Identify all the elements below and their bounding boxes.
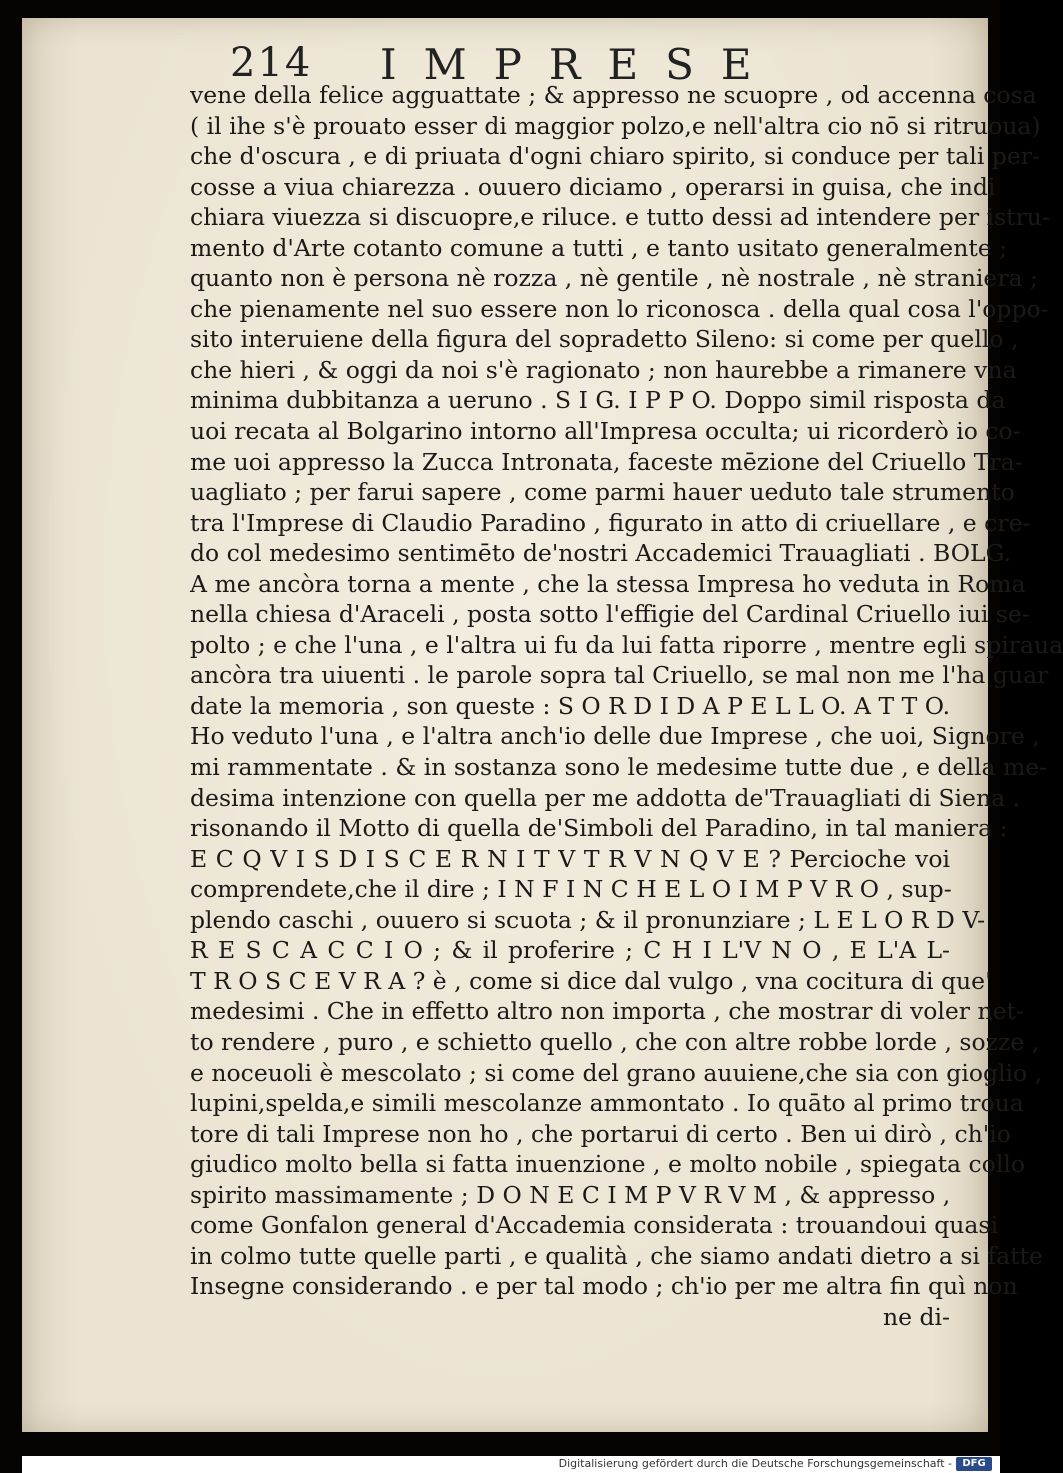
text-line: medesimi . Che in effetto altro non importa , che mostrar di voler net- [190,997,1024,1026]
text-line: chiara viuezza si discuopre,e riluce. e tutto dessi ad intendere per istru- [190,203,1050,232]
text-line: minima dubbitanza a ueruno . S I G. I P P O. Doppo simil risposta da [190,386,1006,415]
text-line: T R O S C E V R A ? è , come si dice dal vulgo , vna cocitura di que' [190,966,992,995]
text-line: Insegne considerando . e per tal modo ; ch'io per me altra fin quì non [190,1272,1018,1301]
text-line: tore di tali Imprese non ho , che portarui di certo . Ben ui dirò , ch'io [190,1119,1011,1148]
text-line: nella chiesa d'Araceli , posta sotto l'effigie del Cardinal Criuello iui se- [190,600,1030,629]
running-head: IMPRESE [380,40,779,89]
body-text [190,80,1063,1332]
text-line: in colmo tutte quelle parti , e qualità , che siamo andati dietro a si fatte [190,1241,1043,1270]
text-line: lupini,spelda,e simili mescolanze ammontato . Io quāto al primo troua [190,1089,1024,1118]
text-line: cosse a viua chiarezza . ouuero diciamo , operarsi in guisa, che indi [190,172,996,201]
text-line: date la memoria , son queste : S O R D I D A P E L L O. A T T O. [190,691,951,720]
text-line: uoi recata al Bolgarino intorno all'Impresa occulta; ui ricorderò io co- [190,417,1021,446]
text-line: comprendete,che il dire ; I N F I N C H E L O I M P V R O , sup- [190,875,952,904]
text-line: polto ; e che l'una , e l'altra ui fu da lui fatta riporre , mentre egli spiraua [190,630,1063,659]
text-line: risonando il Motto di quella de'Simboli del Paradino, in tal maniera : [190,814,1008,843]
text-line: to rendere , puro , e schietto quello , che con altre robbe lorde , sozze , [190,1027,1040,1056]
footer-bar [22,1456,1000,1473]
text-line: sito interuiene della figura del sopradetto Sileno: si come per quello , [190,325,1019,354]
text-line: ( il ihe s'è prouato esser di maggior polzo,e nell'altra cio nō si ritruoua) [190,111,1041,140]
text-line: mi rammentate . & in sostanza sono le medesime tutte due , e della me- [190,753,1048,782]
text-line: quanto non è persona nè rozza , nè gentile , nè nostrale , nè straniera ; [190,264,1038,293]
text-line: che pienamente nel suo essere non lo riconosca . della qual cosa l'oppo- [190,294,1049,323]
text-line: desima intenzione con quella per me addotta de'Trauagliati di Siena . [190,783,1021,812]
text-line: che d'oscura , e di priuata d'ogni chiaro spirito, si conduce per tali per- [190,142,1040,171]
text-line: spirito massimamente ; D O N E C I M P V R V M , & appresso , [190,1180,951,1209]
funding-notice: Digitalisierung gefördert durch die Deutsche Forschungsgemeinschaft - [558,1457,952,1470]
text-line: uagliato ; per farui sapere , come parmi hauer ueduto tale strumento [190,478,1015,507]
text-line: che hieri , & oggi da noi s'è ragionato ; non haurebbe a rimanere vna [190,355,1017,384]
text-line: A me ancòra torna a mente , che la stessa Impresa ho veduta in Roma [190,569,1026,598]
text-line: giudico molto bella si fatta inuenzione , e molto nobile , spiegata collo [190,1150,1026,1179]
text-line: do col medesimo sentimēto de'nostri Accademici Trauagliati . BOLG. [190,539,1012,568]
text-line: ancòra tra uiuenti . le parole sopra tal Criuello, se mal non me l'ha guar [190,661,1049,690]
page-number: 214 [230,40,313,86]
text-line: mento d'Arte cotanto comune a tutti , e tanto usitato generalmente ; [190,233,1008,262]
catchword: ne di- [882,1302,950,1331]
text-line: tra l'Imprese di Claudio Paradino , figurato in atto di criuellare , e cre- [190,508,1031,537]
text-line: R E S C A C C I O ; & il proferire ; C H I L'V N O , E L'A L- [190,936,950,965]
text-line: Ho veduto l'una , e l'altra anch'io delle due Imprese , che uoi, Signore , [190,722,1040,751]
text-line: plendo caschi , ouuero si scuota ; & il pronunziare ; L E L O R D V- [190,905,986,934]
dfg-logo-icon: DFG [956,1457,992,1471]
text-line: E C Q V I S D I S C E R N I T V T R V N Q V E ? Percioche voi [190,844,950,873]
text-line: come Gonfalon general d'Accademia considerata : trouandoui quasi [190,1211,998,1240]
text-line: vene della felice agguattate ; & appresso ne scuopre , od accenna cosa [190,81,1037,109]
text-line: me uoi appresso la Zucca Intronata, faceste mēzione del Criuello Tra- [190,447,1023,476]
text-line: e noceuoli è mescolato ; si come del grano auuiene,che sia con gioglio , [190,1058,1043,1087]
